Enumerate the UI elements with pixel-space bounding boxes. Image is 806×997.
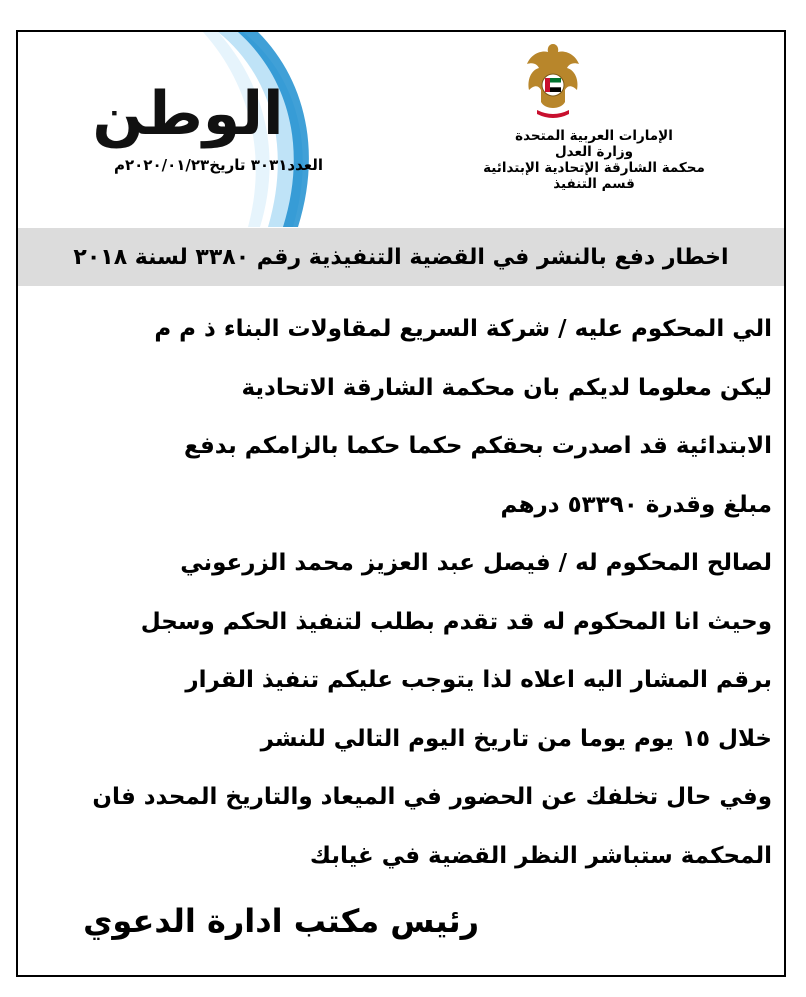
newspaper-logo: الوطن: [92, 79, 284, 149]
notice-line: المحكمة ستباشر النظر القضية في غيابك: [309, 842, 772, 869]
notice-line: وحيث انا المحكوم له قد تقدم بطلب لتنفيذ الحكم وسجل: [140, 608, 772, 635]
notice-line: وفي حال تخلفك عن الحضور في الميعاد والتاريخ المحدد فان: [92, 784, 772, 810]
authority-department: قسم التنفيذ: [553, 176, 635, 192]
newspaper-brand: [78, 79, 298, 149]
notice-line: الابتدائية قد اصدرت بحقكم حكما حكما بالزامكم بدفع: [184, 433, 772, 459]
notice-line: ليكن معلوما لديكم بان محكمة الشارقة الاتحادية: [241, 374, 772, 401]
notice-title: اخطار دفع بالنشر في القضية التنفيذية رقم ٣٣٨٠ لسنة ٢٠١٨: [73, 244, 729, 270]
authority-court: محكمة الشارقة الإتحادية الإبتدائية: [483, 160, 705, 176]
signature-title: رئيس مكتب ادارة الدعوي: [83, 902, 479, 940]
authority-country: الإمارات العربية المتحدة: [515, 128, 673, 144]
authority-block: [464, 128, 724, 192]
issue-date: العدد٣٠٣١ تاريخ٢٠٢٠/٠١/٢٣م: [113, 156, 323, 174]
notice-frame: [16, 30, 786, 977]
notice-line: مبلغ وقدرة ٥٣٣٩٠ درهم: [500, 491, 772, 518]
notice-title-banner: [18, 228, 784, 286]
uae-falcon-emblem-icon: [523, 40, 583, 120]
notice-line: خلال ١٥ يوم يوما من تاريخ اليوم التالي للنشر: [260, 725, 772, 752]
notice-line: برقم المشار اليه اعلاه لذا يتوجب عليكم تنفيذ القرار: [185, 667, 772, 693]
notice-header: [18, 32, 784, 227]
notice-line: الي المحكوم عليه / شركة السريع لمقاولات البناء ذ م م: [154, 316, 772, 342]
authority-ministry: وزارة العدل: [554, 144, 634, 160]
notice-body: [36, 300, 772, 885]
notice-line: لصالح المحكوم له / فيصل عبد العزيز محمد الزرعوني: [180, 550, 772, 576]
